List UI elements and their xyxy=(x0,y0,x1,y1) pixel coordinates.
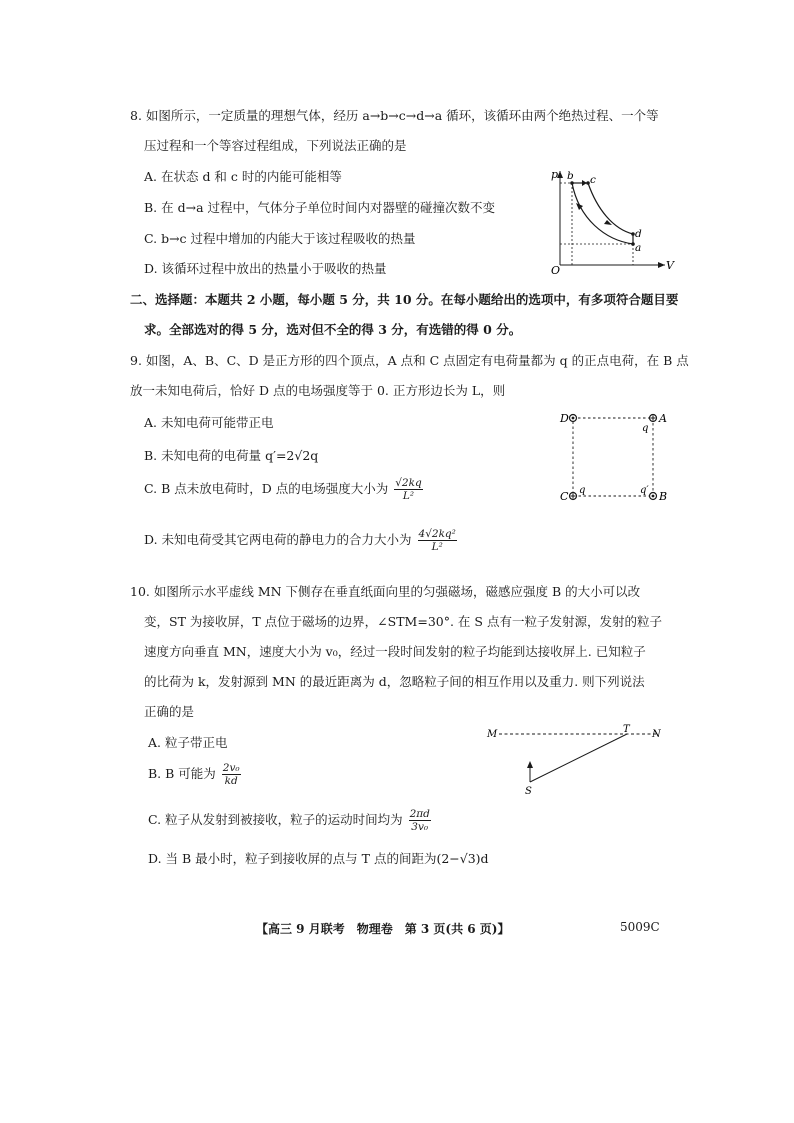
q9-charge-a: q xyxy=(642,423,649,434)
q10-option-c-denominator: 3v₀ xyxy=(411,821,429,834)
q9-vertex-c: C xyxy=(560,490,569,503)
q10-option-d: D. 当 B 最小时，粒子到接收屏的点与 T 点的间距为(2−√3)d xyxy=(148,851,489,866)
q10-label-n: N xyxy=(652,729,661,740)
section2-heading-line2: 求。全部选对的得 5 分，选对但不全的得 3 分，有选错的得 0 分。 xyxy=(144,322,522,337)
footer-title: 【高三 9 月联考 物理卷 第 3 页(共 6 页)】 xyxy=(256,922,510,936)
q8-axis-v: V xyxy=(666,259,674,272)
q9-vertex-a: A xyxy=(659,412,667,425)
footer-code: 5009C xyxy=(620,920,660,934)
q10-stem-line5: 正确的是 xyxy=(144,704,195,719)
q9-stem-line2: 放一未知电荷后，恰好 D 点的电场强度等于 0. 正方形边长为 L，则 xyxy=(130,383,506,398)
q8-origin: O xyxy=(551,264,561,277)
q8-axis-p: p xyxy=(551,168,559,181)
q9-option-c-denominator: L² xyxy=(402,490,415,503)
q9-option-c-fraction xyxy=(394,477,422,502)
q10-option-c-fraction xyxy=(409,808,431,833)
q9-option-d xyxy=(144,528,459,553)
q10-label-s: S xyxy=(525,786,532,797)
q9-charge-b: q′ xyxy=(640,485,649,496)
q8-pv-diagram xyxy=(545,163,675,278)
q9-charge-c: q xyxy=(579,485,586,496)
q10-field-diagram xyxy=(485,720,665,800)
q8-option-a: A. 在状态 d 和 c 时的内能可能相等 xyxy=(144,169,342,184)
q9-option-d-numerator: 4√2kq² xyxy=(418,528,456,540)
q8-option-b: B. 在 d→a 过程中，气体分子单位时间内对器壁的碰撞次数不变 xyxy=(144,200,496,215)
q9-vertex-b: B xyxy=(659,490,668,503)
q8-option-d: D. 该循环过程中放出的热量小于吸收的热量 xyxy=(144,261,387,276)
q10-option-c xyxy=(148,808,433,833)
q9-option-d-denominator: L² xyxy=(431,541,443,554)
q9-square-diagram xyxy=(555,407,670,507)
q9-option-c xyxy=(144,477,425,502)
q8-point-a: a xyxy=(635,242,642,254)
q10-option-b-denominator: kd xyxy=(224,775,238,788)
q10-stem-line1: 10. 如图所示水平虚线 MN 下侧存在垂直纸面向里的匀强磁场，磁感应强度 B 的大小可以改 xyxy=(130,584,641,599)
q10-option-b-fraction xyxy=(222,762,241,787)
q10-option-c-numerator: 2πd xyxy=(409,808,430,820)
q10-option-b xyxy=(148,762,243,787)
q8-point-c: c xyxy=(590,174,596,186)
section2-heading-line1: 二、选择题：本题共 2 小题，每小题 5 分，共 10 分。在每小题给出的选项中，有多项符合题目要 xyxy=(130,292,679,307)
q8-option-c: C. b→c 过程中增加的内能大于该过程吸收的热量 xyxy=(144,231,416,246)
q8-stem-line2: 压过程和一个等容过程组成，下列说法正确的是 xyxy=(144,138,407,153)
q10-label-m: M xyxy=(487,729,498,740)
q9-option-c-numerator: √2kq xyxy=(395,477,422,489)
q9-option-b: B. 未知电荷的电荷量 q′=2√2q xyxy=(144,448,319,463)
q10-option-a: A. 粒子带正电 xyxy=(148,735,228,750)
q10-option-c-text: C. 粒子从发射到被接收，粒子的运动时间均为 xyxy=(148,812,403,828)
q8-stem-line1: 8. 如图所示，一定质量的理想气体，经历 a→b→c→d→a 循环，该循环由两个绝热过程、一个等 xyxy=(130,108,659,123)
q9-stem-line1: 9. 如图，A、B、C、D 是正方形的四个顶点，A 点和 C 点固定有电荷量都为 q 的正点电荷，在 B 点 xyxy=(130,353,689,368)
q9-option-d-text: D. 未知电荷受其它两电荷的静电力的合力大小为 xyxy=(144,532,412,548)
q10-stem-line3: 速度方向垂直 MN，速度大小为 v₀，经过一段时间发射的粒子均能到达接收屏上. 已知粒子 xyxy=(144,644,646,659)
q9-option-d-fraction xyxy=(418,528,457,553)
q8-point-b: b xyxy=(567,170,574,182)
q10-stem-line4: 的比荷为 k，发射源到 MN 的最近距离为 d，忽略粒子间的相互作用以及重力. 则下列说法 xyxy=(144,674,645,689)
q9-vertex-d: D xyxy=(560,412,569,425)
q10-option-b-numerator: 2v₀ xyxy=(222,762,240,774)
q10-option-b-text: B. B 可能为 xyxy=(148,766,216,782)
q10-label-t: T xyxy=(623,724,630,735)
q8-point-d: d xyxy=(635,228,642,240)
q9-option-a: A. 未知电荷可能带正电 xyxy=(144,415,274,430)
q9-option-c-text: C. B 点未放电荷时，D 点的电场强度大小为 xyxy=(144,481,389,497)
q10-stem-line2: 变，ST 为接收屏，T 点位于磁场的边界，∠STM=30°. 在 S 点有一粒子发射源，发射的粒子 xyxy=(144,614,662,629)
